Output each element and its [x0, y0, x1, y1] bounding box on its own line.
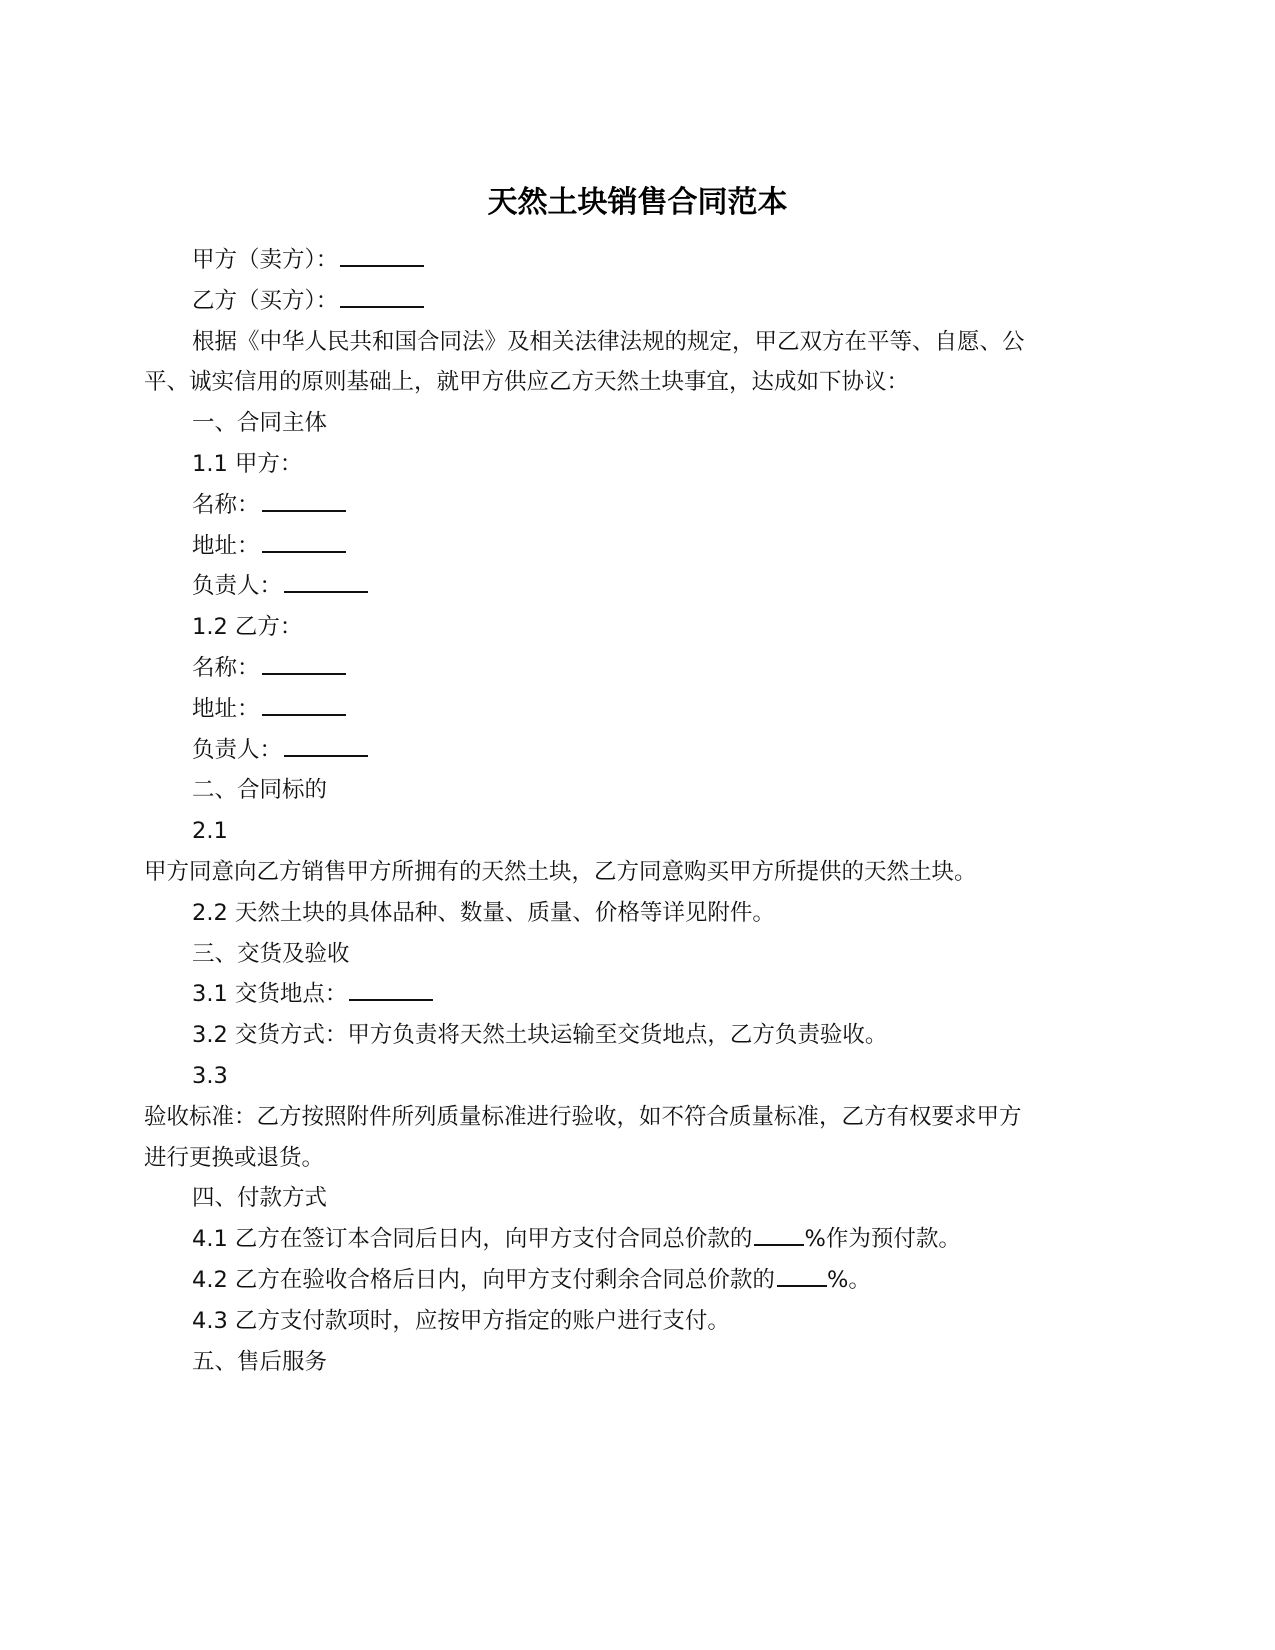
section4-item2: [144, 1260, 1080, 1301]
section4-heading: 四、付款方式: [192, 1185, 328, 1212]
party-a-blank[interactable]: [340, 243, 424, 267]
prepayment-text: 4.1 乙方在签订本合同后日内，向甲方支付合同总价款的: [192, 1226, 753, 1253]
section4-item3: 4.3 乙方支付款项时，应按甲方指定的账户进行支付。: [192, 1307, 730, 1334]
party-b-person-blank[interactable]: [284, 733, 368, 757]
party-a-label: 甲方（卖方）：: [192, 247, 339, 273]
section1-sub1-heading: 1.1 甲方：: [192, 450, 303, 477]
section1-sub1-name: [144, 485, 1080, 526]
party-a-person-blank[interactable]: [284, 569, 368, 593]
balance-percent-blank[interactable]: [777, 1263, 827, 1287]
section3-item3-number: 3.3: [192, 1062, 228, 1089]
person-label: 负责人：: [192, 736, 283, 763]
party-a-line: [144, 240, 1080, 281]
section2-heading: 二、合同标的: [192, 777, 328, 804]
section1-sub1-person: [144, 566, 1080, 607]
section1-sub2-address: [144, 689, 1080, 730]
section3-item1: [144, 974, 1080, 1015]
party-a-address-blank[interactable]: [262, 529, 346, 553]
preamble-line-2: 平、诚实信用的原则基础上，就甲方供应乙方天然土块事宜，达成如下协议：: [144, 369, 910, 396]
section3-item2: 3.2 交货方式：甲方负责将天然土块运输至交货地点，乙方负责验收。: [192, 1022, 888, 1049]
section1-sub2-person: [144, 730, 1080, 771]
section1-heading: 一、合同主体: [192, 410, 328, 437]
party-b-label: 乙方（买方）：: [192, 287, 339, 314]
address-label: 地址：: [192, 695, 260, 722]
section1-sub1-address: [144, 526, 1080, 567]
section3-item3-line1: 验收标准：乙方按照附件所列质量标准进行验收，如不符合质量标准，乙方有权要求甲方: [144, 1103, 1022, 1130]
party-b-blank[interactable]: [340, 284, 424, 308]
balance-suffix: %。: [826, 1266, 871, 1293]
name-label: 名称：: [192, 654, 260, 681]
section4-item1: [144, 1219, 1080, 1260]
section2-item1-text: 甲方同意向乙方销售甲方所拥有的天然土块，乙方同意购买甲方所提供的天然土块。: [144, 858, 977, 885]
balance-text: 4.2 乙方在验收合格后日内，向甲方支付剩余合同总价款的: [192, 1266, 775, 1293]
section1-sub2-heading: 1.2 乙方：: [192, 614, 303, 641]
prepayment-suffix: %作为预付款。: [804, 1226, 961, 1253]
person-label: 负责人：: [192, 573, 283, 600]
section5-heading: 五、售后服务: [192, 1348, 328, 1375]
section3-item3-line2: 进行更换或退货。: [144, 1144, 325, 1171]
section3-heading: 三、交货及验收: [192, 940, 350, 967]
section2-item1-number: 2.1: [192, 818, 228, 845]
party-b-name-blank[interactable]: [262, 651, 346, 675]
party-b-line: [144, 281, 1080, 322]
prepayment-percent-blank[interactable]: [754, 1222, 804, 1246]
party-b-address-blank[interactable]: [262, 692, 346, 716]
document-title: 天然土块销售合同范本: [487, 185, 788, 220]
delivery-location-label: 3.1 交货地点：: [192, 981, 348, 1008]
document-body: [144, 240, 1080, 1382]
delivery-location-blank[interactable]: [349, 977, 433, 1001]
section1-sub2-name: [144, 648, 1080, 689]
party-a-name-blank[interactable]: [262, 488, 346, 512]
name-label: 名称：: [192, 491, 260, 518]
section2-item2: 2.2 天然土块的具体品种、数量、质量、价格等详见附件。: [192, 899, 775, 926]
address-label: 地址：: [192, 532, 260, 559]
preamble-line-1: 根据《中华人民共和国合同法》及相关法律法规的规定，甲乙双方在平等、自愿、公: [192, 328, 1025, 355]
